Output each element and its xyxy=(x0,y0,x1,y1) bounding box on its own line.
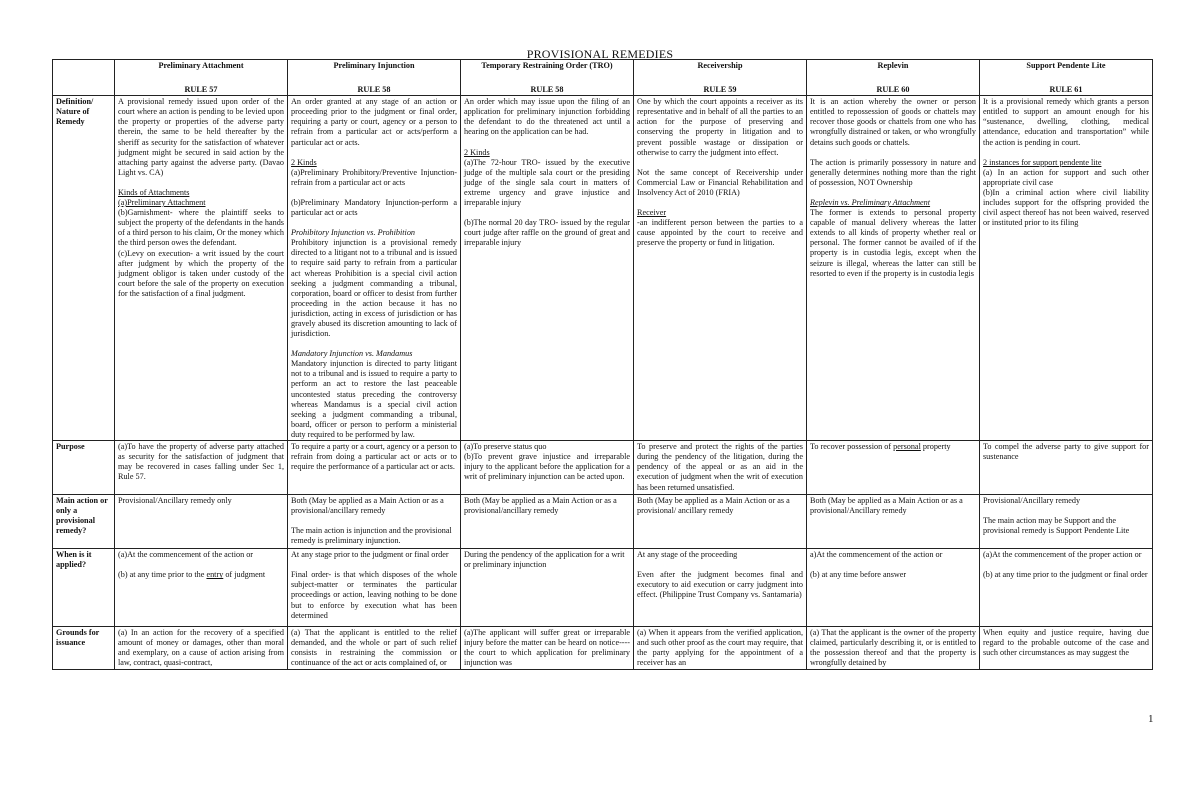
rule-label: RULE 61 xyxy=(1049,85,1083,95)
header-row xyxy=(53,60,1153,96)
cell-grounds-receivership: (a) When it appears from the verified application, and such other proof as the court may require, that the party applying for the appointment of a receiver has an xyxy=(634,627,807,669)
row-header-definition: Definition/ Nature of Remedy xyxy=(53,96,115,441)
cell-grounds-replevin: (a) That the applicant is the owner of the property claimed, particularly describing it, or is entitled to the possession thereof and that the property is wrongfully detained by xyxy=(807,627,980,669)
cell-grounds-attachment: (a) In an action for the recovery of a specified amount of money or damages, other than moral and exemplary, on a cause of action arising from law, contract, quasi-contract, xyxy=(115,627,288,669)
cell-definition-injunction: An order granted at any stage of an action or proceeding prior to the judgment or final order, requiring a party or court, agency or a person to refrain from a particular act or acts/perform a particular act or acts. 2 Kinds (a)Preliminary Prohibitory/Preventive Injunction-refrain from a particular act or acts (b)Preliminary Mandatory Injunction-perform a particular act or acts Prohibitory Injunction vs. Prohibition Prohibitory injunction is a provisional remedy directed to a litigant not to a tribunal and is issued to require said party to refrain from a particular act whereas Prohibition is a special civil action seeking a judgment commanding a tribunal, corporation, board or officer to desist from further proceeding in the action because it has no jurisdiction, acting in excess of jurisdiction or has gravely abused its discretion amounting to lack of jurisdiction. Mandatory Injunction vs. Mandamus Mandatory injunction is directed to party litigant not to a tribunal and is issued to require a party to perform an act to restore the last peaceable uncontested status preceding the controversy whereas Mandamus is a special civil action seeking a judgment commanding a tribunal, board, officer or person to perform a ministerial duty required to be performed by law. xyxy=(288,96,461,441)
cell-when-receivership: At any stage of the proceeding Even after the judgment becomes final and executory to aid execution or carry judgment into effect. (Philippine Trust Company vs. Santamaria) xyxy=(634,549,807,627)
cell-main-action-replevin: Both (May be applied as a Main Action or as a provisional/Ancillary remedy xyxy=(807,495,980,549)
page-number: 1 xyxy=(1148,713,1154,725)
rule-label: RULE 59 xyxy=(703,85,737,95)
column-header-receivership: Receivership RULE 59 xyxy=(634,60,807,96)
cell-main-action-support: Provisional/Ancillary remedy The main action may be Support and the provisional remedy is Support Pendente Lite xyxy=(980,495,1153,549)
cell-purpose-attachment: (a)To have the property of adverse party attached as security for the satisfaction of judgment that may be recovered in cases falling under Sec 1, Rule 57. xyxy=(115,441,288,495)
cell-purpose-receivership: To preserve and protect the rights of the parties during the pendency of the litigation, during the pendency of the appeal or as an aid in the execution of judgment when the writ of execution has been returned unsatisfied. xyxy=(634,441,807,495)
cell-when-injunction: At any stage prior to the judgment or final order Final order- is that which disposes of the whole subject-matter or terminates the particular proceedings or action, leaving nothing to be done but to enforce by execution what has been determined xyxy=(288,549,461,627)
column-header-attachment: Preliminary Attachment RULE 57 xyxy=(115,60,288,96)
rule-label: RULE 58 xyxy=(357,85,391,95)
rule-label: RULE 58 xyxy=(530,85,564,95)
cell-grounds-injunction: (a) That the applicant is entitled to the relief demanded, and the whole or part of such relief consists in restraining the commission or continuance of the act or acts complained of, or xyxy=(288,627,461,669)
table-row xyxy=(53,441,1153,495)
row-header-grounds: Grounds for issuance xyxy=(53,627,115,669)
row-header-purpose: Purpose xyxy=(53,441,115,495)
cell-when-tro: During the pendency of the application for a writ or preliminary injunction xyxy=(461,549,634,627)
cell-main-action-attachment: Provisional/Ancillary remedy only xyxy=(115,495,288,549)
cell-purpose-injunction: To require a party or a court, agency or a person to refrain from doing a particular act or acts or to require the performance of a particular act or acts. xyxy=(288,441,461,495)
rule-label: RULE 60 xyxy=(876,85,910,95)
cell-definition-support: It is a provisional remedy which grants a person entitled to support an amount enough for his “sustenance, dwelling, clothing, medical attendance, education and transportation” while the action is pending in court. 2 instances for support pendente lite (a) In an action for support and such other appropriate civil case (b)In a criminal action where civil liability includes support for the offspring provided the civil aspect thereof has not been waived, reserved or instituted prior to its filing xyxy=(980,96,1153,441)
provisional-remedies-table xyxy=(52,59,1153,670)
cell-purpose-tro: (a)To preserve status quo (b)To prevent grave injustice and irreparable injury to the applicant before the application for a writ of preliminary injunction can be acted upon. xyxy=(461,441,634,495)
cell-definition-tro: An order which may issue upon the filing of an application for preliminary injunction forbidding the defendant to do the threatened act until a hearing on the application can be had. 2 Kinds (a)The 72-hour TRO- issued by the executive judge of the multiple sala court or the presiding judge of the single sala court in matters of extreme urgency and grave injustice and irreparable injury (b)The normal 20 day TRO- issued by the regular court judge after raffle on the ground of great and irreparable injury xyxy=(461,96,634,441)
column-header-injunction: Preliminary Injunction RULE 58 xyxy=(288,60,461,96)
cell-main-action-tro: Both (May be applied as a Main Action or as a provisional/ancillary remedy xyxy=(461,495,634,549)
column-header-tro: Temporary Restraining Order (TRO) RULE 58 xyxy=(461,60,634,96)
cell-when-support: (a)At the commencement of the proper action or (b) at any time prior to the judgment or final order xyxy=(980,549,1153,627)
row-header-when: When is it applied? xyxy=(53,549,115,627)
column-header-replevin: Replevin RULE 60 xyxy=(807,60,980,96)
cell-grounds-tro: (a)The applicant will suffer great or irreparable injury before the matter can be heard on notice----the court to which application for preliminary injunction was xyxy=(461,627,634,669)
table-row xyxy=(53,549,1153,627)
page-title: PROVISIONAL REMEDIES xyxy=(526,47,674,61)
cell-main-action-injunction: Both (May be applied as a Main Action or as a provisional/ancillary remedy The main action is injunction and the provisional remedy is preliminary injunction. xyxy=(288,495,461,549)
cell-when-attachment: (a)At the commencement of the action or (b) at any time prior to the entry of judgment xyxy=(115,549,288,627)
column-header-support: Support Pendente Lite RULE 61 xyxy=(980,60,1153,96)
cell-purpose-replevin: To recover possession of personal property xyxy=(807,441,980,495)
table-row xyxy=(53,96,1153,441)
cell-main-action-receivership: Both (May be applied as a Main Action or as a provisional/ ancillary remedy xyxy=(634,495,807,549)
row-header-main-action: Main action or only a provisional remedy? xyxy=(53,495,115,549)
cell-when-replevin: a)At the commencement of the action or (b) at any time before answer xyxy=(807,549,980,627)
cell-definition-attachment: A provisional remedy issued upon order of the court where an action is pending to be levied upon the property or properties of the adverse party therein, the same to be held thereafter by the sheriff as security for the satisfaction of whatever judgment might be secured in said action by the attaching party against the adverse party. (Davao Light vs. CA) Kinds of Attachments (a)Preliminary Attachment (b)Garnishment- where the plaintiff seeks to subject the property of the defendants in the hands of a third person to his claim, Or the money which the third person owes the defendant. (c)Levy on execution- a writ issued by the court after judgment by which the property of the judgment obligor is taken under custody of the court before the sale of the property on execution for the satisfaction of a final judgment. xyxy=(115,96,288,441)
table-row xyxy=(53,495,1153,549)
cell-definition-receivership: One by which the court appoints a receiver as its representative and in behalf of all the parties to an action for the purpose of preserving and conserving the property in litigation and to prevent possible wastage or dissipation or otherwise to carry the judgment into effect. Not the same concept of Receivership under Commercial Law or Financial Rehabilitation and Insolvency Act of 2010 (FRIA) Receiver -an indifferent person between the parties to a cause appointed by the court to receive and preserve the property or fund in litigation. xyxy=(634,96,807,441)
table-row xyxy=(53,627,1153,669)
cell-grounds-support: When equity and justice require, having due regard to the probable outcome of the case and such other circumstances as may suggest the xyxy=(980,627,1153,669)
cell-purpose-support: To compel the adverse party to give support for sustenance xyxy=(980,441,1153,495)
corner-cell xyxy=(53,60,115,96)
rule-label: RULE 57 xyxy=(184,85,218,95)
cell-definition-replevin: It is an action whereby the owner or person entitled to repossession of goods or chattels may recover those goods or chattels from one who has wrongfully distrained or taken, or who wrongfully detains such goods or chattels. The action is primarily possessory in nature and generally determines nothing more than the right of possession, NOT Ownership Replevin vs. Preliminary Attachment The former is extends to personal property capable of manual delivery whereas the latter extends to all kinds of property whether real or personal. The former cannot be availed of if the property is in custodia legis, except when the seizure is illegal, whereas the latter can still be resorted to even if the property is in custodia legis xyxy=(807,96,980,441)
